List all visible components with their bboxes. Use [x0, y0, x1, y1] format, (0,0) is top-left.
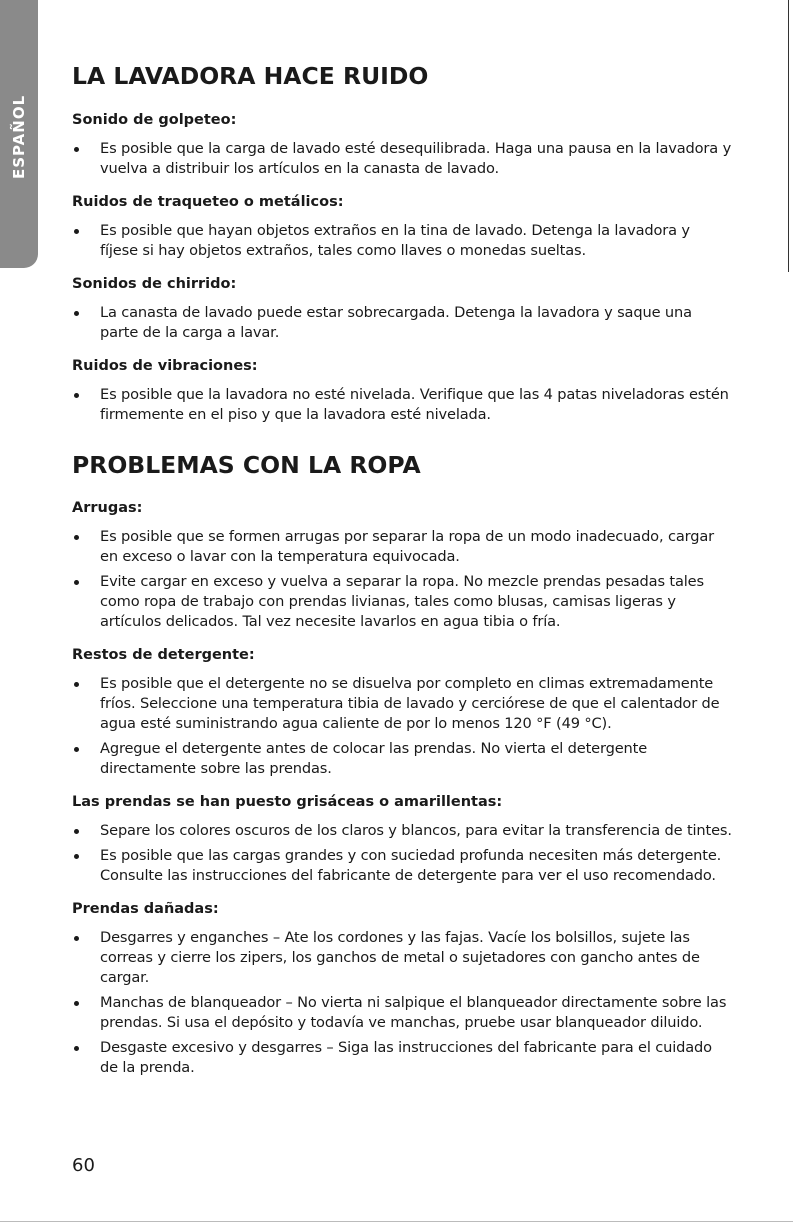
subsection-heading: Prendas dañadas: — [72, 901, 219, 917]
list-item: Es posible que se formen arrugas por separar la ropa de un modo inadecuado, cargar en exceso o lavar con la temperatura equivocada. — [72, 527, 732, 567]
list-item: Es posible que la carga de lavado esté desequilibrada. Haga una pausa en la lavadora y vuelva a distribuir los artículos en la canasta de lavado. — [72, 139, 732, 179]
list-item: Es posible que la lavadora no esté nivelada. Verifique que las 4 patas niveladoras estén firmemente en el piso y que la lavadora esté nivelada. — [72, 385, 732, 425]
list-item: Separe los colores oscuros de los claros y blancos, para evitar la transferencia de tintes. — [72, 821, 732, 841]
page-content — [72, 60, 732, 1078]
bullet-list — [72, 303, 732, 343]
side-tab-label: ESPAÑOL — [10, 94, 28, 180]
bullet-list — [72, 139, 732, 179]
language-side-tab — [0, 0, 38, 268]
subsection-heading: Las prendas se han puesto grisáceas o amarillentas: — [72, 794, 503, 810]
subsection-heading: Arrugas: — [72, 500, 143, 516]
list-item: Evite cargar en exceso y vuelva a separar la ropa. No mezcle prendas pesadas tales como ropa de trabajo con prendas livianas, tales como blusas, camisas ligeras y artículos delicados. Tal vez necesite lavarlos en agua tibia o fría. — [72, 572, 732, 632]
list-item: Desgaste excesivo y desgarres – Siga las instrucciones del fabricante para el cuidado de la prenda. — [72, 1038, 732, 1078]
list-item: Agregue el detergente antes de colocar las prendas. No vierta el detergente directamente sobre las prendas. — [72, 739, 732, 779]
bullet-list — [72, 674, 732, 779]
section-title: PROBLEMAS CON LA ROPA — [72, 451, 421, 479]
list-item: Es posible que las cargas grandes y con suciedad profunda necesiten más detergente. Consulte las instrucciones del fabricante de detergente para ver el uso recomendado. — [72, 846, 732, 886]
section-noise — [72, 60, 732, 425]
list-item: Es posible que el detergente no se disuelva por completo en climas extremadamente fríos. Seleccione una temperatura tibia de lavado y cerciórese de que el calentador de agua esté suministrando agua caliente de por lo menos 120 °F (49 °C). — [72, 674, 732, 734]
list-item: Es posible que hayan objetos extraños en la tina de lavado. Detenga la lavadora y fíjese si hay objetos extraños, tales como llaves o monedas sueltas. — [72, 221, 732, 261]
list-item: Desgarres y enganches – Ate los cordones y las fajas. Vacíe los bolsillos, sujete las correas y cierre los zipers, los ganchos de metal o sujetadores con gancho antes de cargar. — [72, 928, 732, 988]
bullet-list — [72, 928, 732, 1078]
margin-rule — [788, 0, 789, 272]
subsection-heading: Ruidos de traqueteo o metálicos: — [72, 194, 344, 210]
bullet-list — [72, 527, 732, 632]
bullet-list — [72, 821, 732, 886]
subsection-heading: Sonido de golpeteo: — [72, 112, 237, 128]
page-number: 60 — [72, 1155, 95, 1176]
bottom-rule — [0, 1221, 793, 1222]
subsection-heading: Restos de detergente: — [72, 647, 255, 663]
list-item: La canasta de lavado puede estar sobrecargada. Detenga la lavadora y saque una parte de la carga a lavar. — [72, 303, 732, 343]
bullet-list — [72, 385, 732, 425]
list-item: Manchas de blanqueador – No vierta ni salpique el blanqueador directamente sobre las prendas. Si usa el depósito y todavía ve manchas, pruebe usar blanqueador diluido. — [72, 993, 732, 1033]
subsection-heading: Sonidos de chirrido: — [72, 276, 237, 292]
bullet-list — [72, 221, 732, 261]
section-title: LA LAVADORA HACE RUIDO — [72, 62, 429, 90]
section-clothing — [72, 449, 732, 1078]
subsection-heading: Ruidos de vibraciones: — [72, 358, 258, 374]
